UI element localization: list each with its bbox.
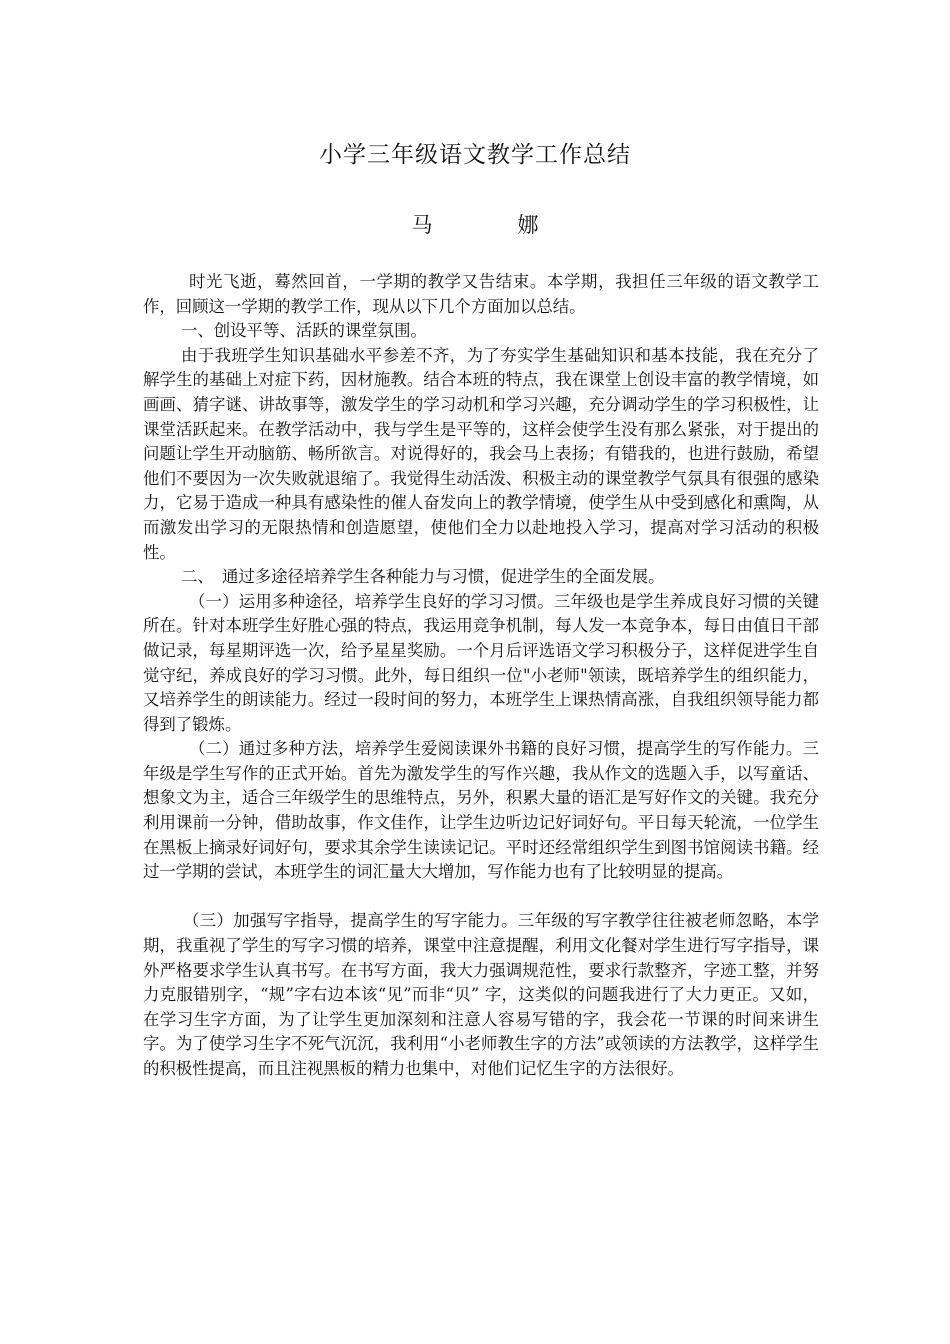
section-1-paragraph: 由于我班学生知识基础水平参差不齐，为了夯实学生基础知识和基本技能，我在充分了解学生的基础上对症下药，因材施教。结合本班的特点，我在课堂上创设丰富的教学情境，如画画、猜字谜、讲故事等，激发学生的学习动机和学习兴趣，充分调动学生的学习积极性，让课堂活跃起来。在教学活动中，我与学生是平等的，这样会使学生没有那么紧张，对于提出的问题让学生开动脑筋、畅所欲言。对说得好的，我会马上表扬；有错我的，也进行鼓励，希望他们不要因为一次失败就退缩了。我觉得生动活泼、积极主动的课堂教学气氛具有很强的感染力，它易于造成一种具有感染性的催人奋发向上的教学情境，使学生从中受到感化和熏陶，从而激发出学习的无限热情和创造愿望，使他们全力以赴地投入学习，提高对学习活动的积极性。 [143, 345, 819, 562]
document-title: 小学三年级语文教学工作总结 [319, 142, 631, 168]
document-body [143, 270, 819, 1082]
section-2-heading: 二、 通过多途径培养学生各种能力与习惯，促进学生的全面发展。 [181, 567, 665, 587]
document-author: 马 娜 [411, 213, 571, 237]
section-2-part-1-paragraph: （一）运用多种途径，培养学生良好的学习习惯。三年级也是学生养成良好习惯的关键所在。针对本班学生好胜心强的特点，我运用竞争机制，每人发一本竞争本，每日由值日干部做记录，每星期评选一次，给予星星奖励。一个月后评选语文学习积极分子，这样促进学生自觉守纪，养成良好的学习习惯。此外，每日组织一位"小老师"领读，既培养学生的组织能力，又培养学生的朗读能力。经过一段时间的努力，本班学生上课热情高涨，自我组织领导能力都得到了锻炼。 [143, 591, 819, 734]
intro-paragraph: 时光飞逝，蓦然回首，一学期的教学又告结束。本学期，我担任三年级的语文教学工作，回顾这一学期的教学工作，现从以下几个方面加以总结。 [143, 272, 819, 316]
section-1-heading: 一、创设平等、活跃的课堂氛围。 [181, 321, 427, 341]
section-2-part-3-paragraph: （三）加强写字指导，提高学生的写字能力。三年级的写字教学往往被老师忽略，本学期，我重视了学生的写字习惯的培养，课堂中注意提醒，利用文化餐对学生进行写字指导，课外严格要求学生认真书写。在书写方面，我大力强调规范性，要求行款整齐，字迹工整，并努力克服错别字，“规”字右边本该“见”而非“贝” 字，这类似的问题我进行了大力更正。又如，在学习生字方面，为了让学生更加深刻和注意人容易写错的字，我会花一节课的时间来讲生字。为了使学习生字不死气沉沉，我利用“小老师教生字的方法”或领读的方法教学，这样学生的积极性提高，而且注视黑板的精力也集中，对他们记忆生字的方法很好。 [143, 911, 819, 1078]
paragraph-spacer [143, 885, 819, 910]
section-2-part-2-paragraph: （二）通过多种方法，培养学生爱阅读课外书籍的良好习惯，提高学生的写作能力。三年级是学生写作的正式开始。首先为激发学生的写作兴趣，我从作文的选题入手，以写童话、想象文为主，适合三年级学生的思维特点，另外，积累大量的语汇是写好作文的关键。我充分利用课前一分钟，借助故事，作文佳作，让学生边听边记好词好句。平日每天轮流，一位学生在黑板上摘录好词好句，要求其余学生读读记记。平时还经常组织学生到图书馆阅读书籍。经过一学期的尝试，本班学生的词汇量大大增加，写作能力也有了比较明显的提高。 [143, 739, 819, 882]
